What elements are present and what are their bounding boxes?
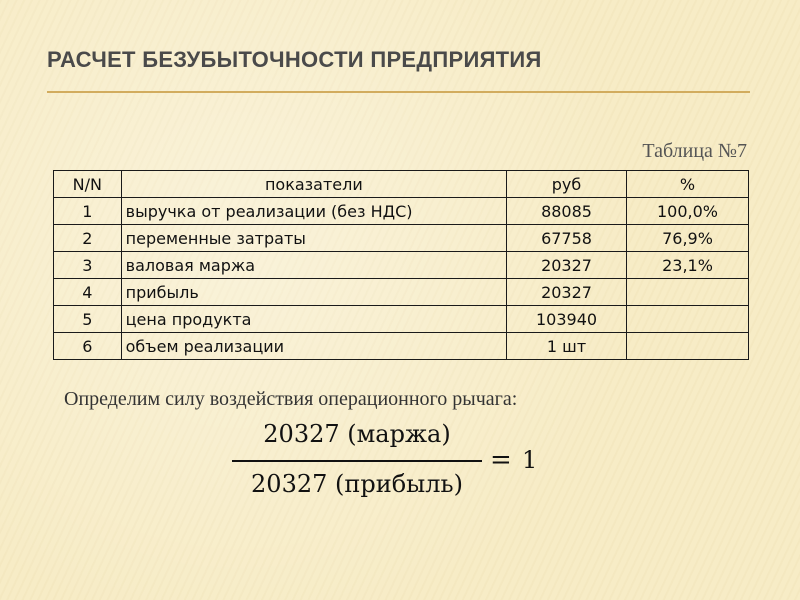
row-indicator: прибыль (121, 279, 506, 306)
table-row (54, 333, 749, 360)
row-rub: 20327 (507, 252, 627, 279)
table-row (54, 198, 749, 225)
row-percent (626, 306, 748, 333)
row-rub: 67758 (507, 225, 627, 252)
table-row (54, 279, 749, 306)
fraction-bar (232, 460, 482, 462)
row-number: 4 (54, 279, 122, 306)
leverage-formula (232, 418, 552, 508)
header-number: N/N (54, 171, 122, 198)
fraction-numerator: 20327 (маржа) (263, 420, 451, 448)
row-number: 2 (54, 225, 122, 252)
table-row (54, 306, 749, 333)
row-indicator: валовая маржа (121, 252, 506, 279)
row-percent (626, 279, 748, 306)
fraction-denominator: 20327 (прибыль) (251, 470, 463, 498)
row-number: 1 (54, 198, 122, 225)
row-indicator: переменные затраты (121, 225, 506, 252)
row-percent: 23,1% (626, 252, 748, 279)
table-row (54, 225, 749, 252)
formula-result: 1 (522, 446, 538, 474)
row-percent: 100,0% (626, 198, 748, 225)
row-indicator: выручка от реализации (без НДС) (121, 198, 506, 225)
row-number: 3 (54, 252, 122, 279)
row-rub: 20327 (507, 279, 627, 306)
row-number: 6 (54, 333, 122, 360)
table-caption: Таблица №7 (642, 140, 747, 162)
table-header-row (54, 171, 749, 198)
row-number: 5 (54, 306, 122, 333)
table-row (54, 252, 749, 279)
formula-intro-text: Определим силу воздействия операционного рычага: (64, 388, 518, 410)
row-percent: 76,9% (626, 225, 748, 252)
header-percent: % (626, 171, 748, 198)
slide-title: РАСЧЕТ БЕЗУБЫТОЧНОСТИ ПРЕДПРИЯТИЯ (47, 47, 542, 72)
equals-sign: = (490, 445, 512, 475)
row-rub: 88085 (507, 198, 627, 225)
header-rub: руб (507, 171, 627, 198)
row-rub: 1 шт (507, 333, 627, 360)
title-divider (47, 91, 750, 93)
row-percent (626, 333, 748, 360)
row-indicator: объем реализации (121, 333, 506, 360)
row-rub: 103940 (507, 306, 627, 333)
breakeven-table (53, 170, 749, 360)
row-indicator: цена продукта (121, 306, 506, 333)
header-indicators: показатели (121, 171, 506, 198)
